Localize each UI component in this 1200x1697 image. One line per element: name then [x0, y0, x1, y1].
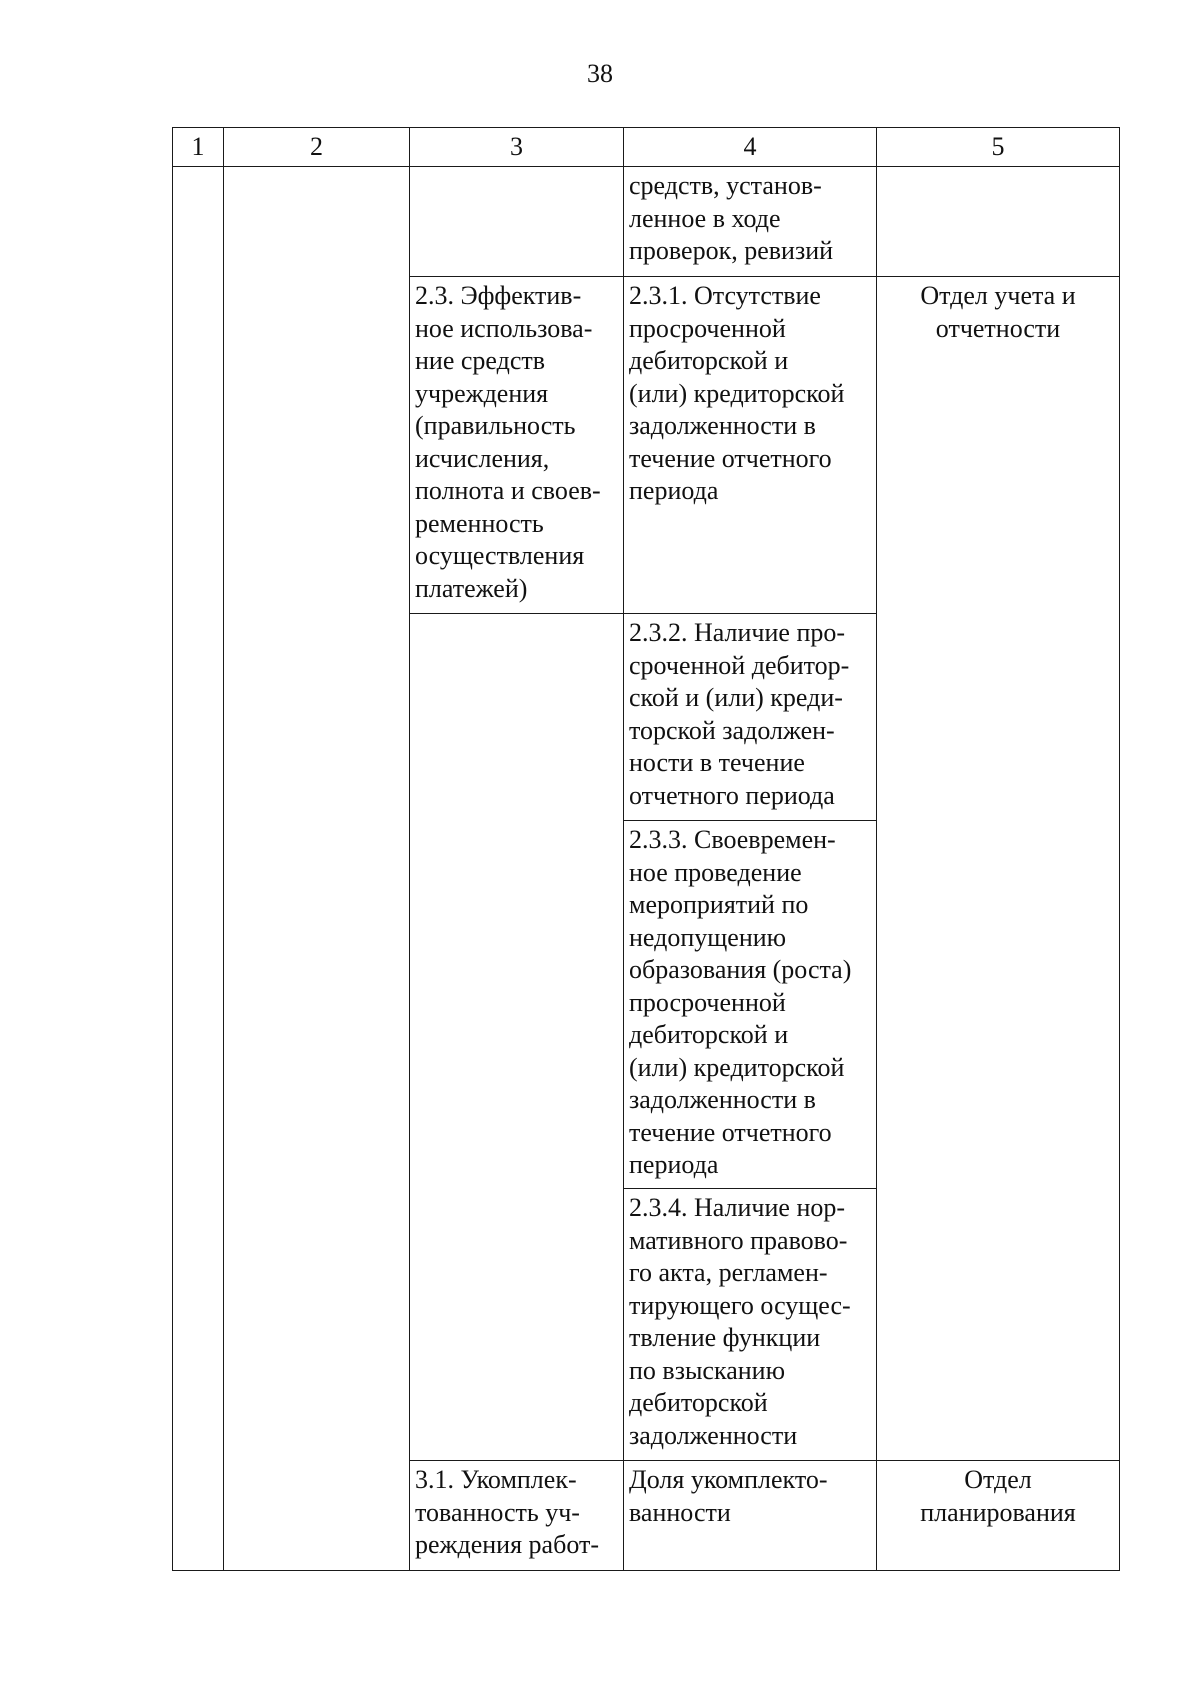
indicator-cell: Доля укомплекто- ванности: [624, 1461, 877, 1571]
table-row: [173, 167, 1120, 277]
responsible-cell: [877, 167, 1120, 277]
column-1-cell: [173, 167, 224, 1571]
column-header: 2: [224, 128, 410, 167]
indicator-table: [172, 127, 1120, 1571]
column-header: 1: [173, 128, 224, 167]
page-number: 38: [587, 59, 613, 88]
criterion-cell: 2.3. Эффектив- ное использова- ние средств учреждения (правильность исчисления, полнота и своев- ременность осуществления платежей): [410, 277, 624, 614]
column-header: 5: [877, 128, 1120, 167]
criterion-cell: 3.1. Укомплек- тованность уч- реждения работ-: [410, 1461, 624, 1571]
column-2-cell: [224, 167, 410, 1571]
criterion-cell: [410, 614, 624, 1461]
responsible-cell: Отдел учета и отчетности: [877, 277, 1120, 1461]
responsible-cell: Отдел планирования: [877, 1461, 1120, 1571]
column-header: 3: [410, 128, 624, 167]
indicator-cell: 2.3.2. Наличие про- сроченной дебитор- ской и (или) креди- торской задолжен- ности в течение отчетного периода: [624, 614, 877, 821]
indicator-cell: 2.3.1. Отсутствие просроченной дебиторской и (или) кредиторской задолженности в течение отчетного периода: [624, 277, 877, 614]
indicator-cell: 2.3.4. Наличие нор- мативного правово- го акта, регламен- тирующего осущес- твление функции по взысканию дебиторской задолженности: [624, 1189, 877, 1461]
column-header: 4: [624, 128, 877, 167]
indicator-cell: 2.3.3. Своевремен- ное проведение мероприятий по недопущению образования (роста) просроченной дебиторской и (или) кредиторской задолженности в течение отчетного периода: [624, 821, 877, 1189]
criterion-cell: [410, 167, 624, 277]
table-header-row: [173, 128, 1120, 167]
indicator-cell: средств, установ- ленное в ходе проверок, ревизий: [624, 167, 877, 277]
